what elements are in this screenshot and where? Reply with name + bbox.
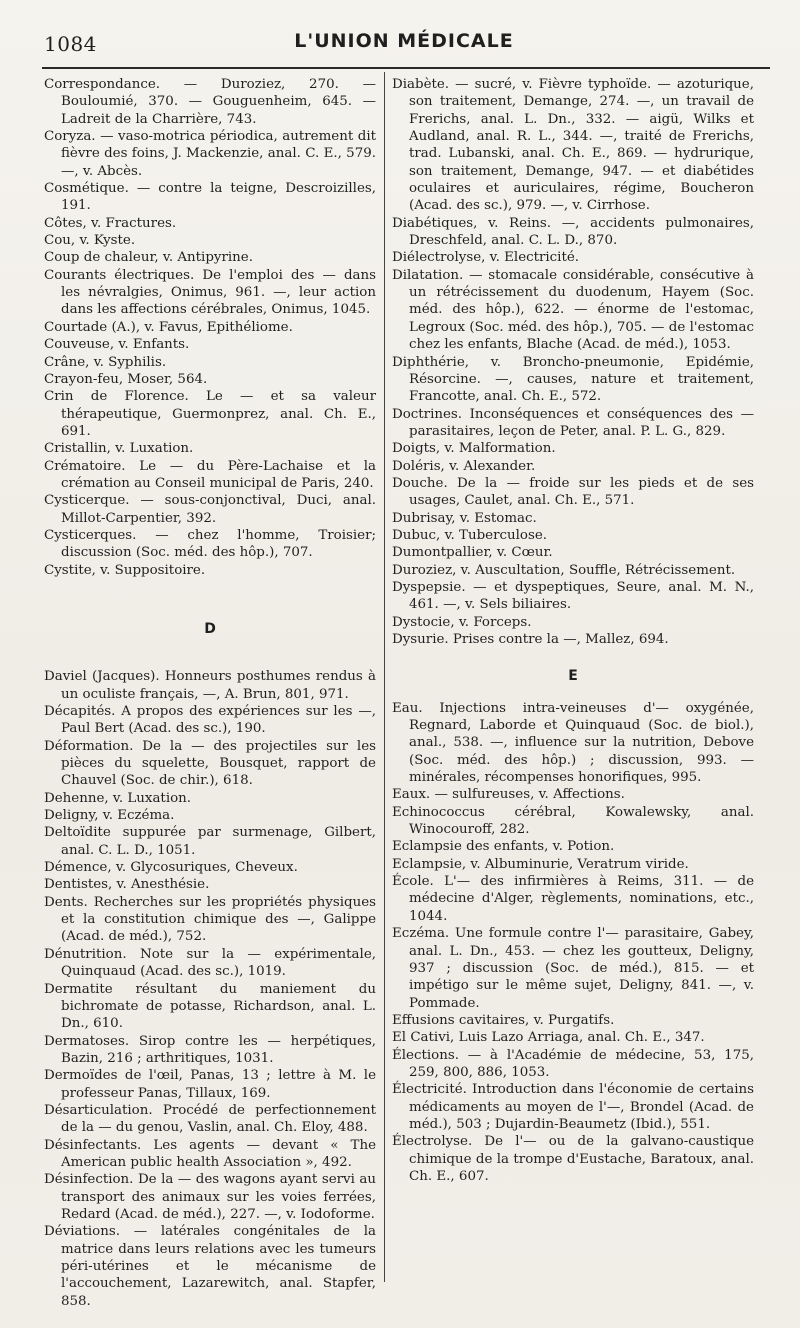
index-entry: Dermoïdes de l'œil, Panas, 13 ; lettre à M. le professeur Panas, Tillaux, 169. [44, 1068, 376, 1101]
index-entry: Courants électriques. De l'emploi des — dans les névralgies, Onimus, 961. —, leur action dans les affections cérébrales, Onimus, 1045. [44, 267, 376, 318]
index-entry: Doigts, v. Malformation. [392, 441, 556, 457]
index-entry: Désarticulation. Procédé de perfectionnement de la — du genou, Vaslin, anal. Ch. Eloy, 488. [44, 1102, 376, 1136]
index-entry: Côtes, v. Fractures. [44, 215, 177, 231]
running-title: L'UNION MÉDICALE [294, 30, 514, 52]
index-entry: Cristallin, v. Luxation. [44, 441, 194, 457]
index-entry: Dysurie. Prises contre la —, Mallez, 694. [392, 632, 669, 647]
index-entry: Dumontpallier, v. Cœur. [392, 545, 553, 561]
index-entry: Cou, v. Kyste. [44, 233, 136, 249]
index-entry: Décapités. A propos des expériences sur les —, Paul Bert (Acad. des sc.), 190. [44, 704, 376, 737]
left-entries-d [44, 668, 376, 1310]
index-entry: Dubrisay, v. Estomac. [392, 510, 537, 526]
index-entry: Eau. Injections intra-veineuses d'— oxygénée, Regnard, Laborde et Quinquaud (Soc. de biol.), anal., 538. —, influence sur la nutrition, Debove (Soc. méd. des hôp.) ; discussion, 993. — minérales, récompenses honorifiques, 995. [392, 700, 754, 786]
index-entry: Déformation. De la — des projectiles sur les pièces du squelette, Bousquet, rapport de Chauvel (Soc. de chir.), 618. [44, 738, 376, 789]
right-column [392, 76, 754, 1185]
index-entry: Démence, v. Glycosuriques, Cheveux. [44, 860, 298, 876]
left-column [44, 76, 376, 1310]
index-entry: Daviel (Jacques). Honneurs posthumes rendus à un oculiste français, —, A. Brun, 801, 971. [44, 669, 376, 702]
index-entry: Dentistes, v. Anesthésie. [44, 877, 210, 893]
page-header [38, 26, 770, 66]
index-entry: Echinococcus cérébral, Kowalewsky, anal. Winocouroff, 282. [392, 804, 754, 838]
index-entry: Dystocie, v. Forceps. [392, 614, 532, 630]
index-entry: Dubuc, v. Tuberculose. [392, 527, 548, 543]
index-entry: Coryza. — vaso-motrica périodica, autrement dit fièvre des foins, J. Mackenzie, anal. C. E., 579. —, v. Abcès. [44, 129, 376, 179]
header-rule [42, 67, 770, 69]
right-entries-d [392, 76, 754, 648]
index-entry: Élections. — à l'Académie de médecine, 53, 175, 259, 800, 886, 1053. [392, 1047, 754, 1080]
index-entry: Deligny, v. Eczéma. [44, 808, 175, 824]
index-entry: Correspondance. — Duroziez, 270. — Bouloumié, 370. — Gouguenheim, 645. — Ladreit de la Charrière, 743. [44, 77, 376, 127]
index-entry: Eclampsie, v. Albuminurie, Veratrum viride. [392, 856, 689, 872]
index-entry: Coup de chaleur, v. Antipyrine. [44, 250, 253, 266]
index-entry: Doctrines. Inconséquences et conséquences des — parasitaires, leçon de Peter, anal. P. L. G., 829. [392, 406, 754, 439]
index-entry: Cysticerques. — chez l'homme, Troisier; discussion (Soc. méd. des hôp.), 707. [44, 527, 376, 561]
right-entries-e [392, 700, 754, 1186]
index-entry: Dyspepsie. — et dyspeptiques, Seure, anal. M. N., 461. —, v. Sels biliaires. [392, 579, 754, 613]
index-entry: Couveuse, v. Enfants. [44, 337, 190, 353]
left-entries-c [44, 76, 376, 579]
page-number: 1084 [44, 32, 97, 56]
index-entry: Crématoire. Le — du Père-Lachaise et la crémation au Conseil municipal de Paris, 240. [44, 458, 376, 491]
index-entry: Électrolyse. De l'— ou de la galvano-caustique chimique de la trompe d'Eustache, Baratoux, anal. Ch. E., 607. [392, 1134, 754, 1184]
index-entry: Eczéma. Une formule contre l'— parasitaire, Gabey, anal. L. Dn., 453. — chez les goutteux, Deligny, 937 ; discussion (Soc. de méd.), 815. — et impétigo sur le même sujet, Deligny, 841. —, v. Pommade. [392, 926, 754, 1011]
column-divider [384, 72, 385, 1282]
index-entry: Duroziez, v. Auscultation, Souffle, Rétrécissement. [392, 562, 736, 578]
index-entry: Deltoïdite suppurée par surmenage, Gilbert, anal. C. L. D., 1051. [44, 825, 376, 858]
index-entry: Effusions cavitaires, v. Purgatifs. [392, 1012, 615, 1028]
index-entry: Courtade (A.), v. Favus, Epithéliome. [44, 319, 293, 335]
index-entry: Cystite, v. Suppositoire. [44, 562, 206, 578]
index-entry: Dents. Recherches sur les propriétés physiques et la constitution chimique des —, Galippe (Acad. de méd.), 752. [44, 894, 376, 945]
index-entry: Dermatite résultant du maniement du bichromate de potasse, Richardson, anal. L. Dn., 610. [44, 981, 376, 1032]
index-entry: Crin de Florence. Le — et sa valeur thérapeutique, Guermonprez, anal. Ch. E., 691. [44, 389, 376, 439]
index-entry: Dilatation. — stomacale considérable, consécutive à un rétrécissement du duodenum, Hayem (Soc. méd. des hôp.), 622. — énorme de l'estomac, Legroux (Soc. méd. des hôp.), 705. — de l'estomac chez les enfants, Blache (Acad. de méd.), 1053. [392, 267, 754, 353]
index-entry: Cosmétique. — contre la teigne, Descroizilles, 191. [44, 181, 376, 214]
index-entry: Diabète. — sucré, v. Fièvre typhoïde. — azoturique, son traitement, Demange, 274. —, un travail de Frerichs, anal. L. Dn., 332. — aigü, Wilks et Audland, anal. R. L., 344. —, traité de Frerichs, trad. Lubanski, anal. Ch. E., 869. — hydrurique, son traitement, Demange, 947. — et diabétides oculaires et auriculaires, régime, Boucheron (Acad. des sc.), 979. —, v. Cirrhose. [392, 77, 754, 214]
index-entry: El Cativi, Luis Lazo Arriaga, anal. Ch. E., 347. [392, 1030, 705, 1046]
index-entry: Doléris, v. Alexander. [392, 458, 536, 474]
index-entry: Crayon-feu, Moser, 564. [44, 371, 208, 387]
index-entry: Diélectrolyse, v. Electricité. [392, 250, 580, 266]
index-entry: Électricité. Introduction dans l'économie de certains médicaments au moyen de l'—, Brondel (Acad. de méd.), 503 ; Dujardin-Beaumetz (Ibid.), 551. [392, 1082, 754, 1132]
index-entry: Dehenne, v. Luxation. [44, 790, 192, 806]
index-entry: Diphthérie, v. Broncho-pneumonie, Epidémie, Résorcine. —, causes, nature et traitement, Francotte, anal. Ch. E., 572. [392, 354, 754, 405]
index-entry: Diabétiques, v. Reins. —, accidents pulmonaires, Dreschfeld, anal. C. L. D., 870. [392, 215, 754, 249]
section-letter-d: D [204, 620, 216, 637]
index-entry: Désinfection. De la — des wagons ayant servi au transport des animaux sur les voies ferrées, Redard (Acad. de méd.), 227. —, v. Iodoforme. [44, 1172, 376, 1222]
index-entry: École. L'— des infirmières à Reims, 311. — de médecine d'Alger, règlements, nominations, etc., 1044. [392, 874, 754, 924]
index-entry: Désinfectants. Les agents — devant « The American public health Association », 492. [44, 1137, 376, 1170]
index-entry: Cysticerque. — sous-conjonctival, Duci, anal. Millot-Carpentier, 392. [44, 493, 376, 526]
index-entry: Eclampsie des enfants, v. Potion. [392, 839, 615, 855]
index-entry: Crâne, v. Syphilis. [44, 354, 167, 370]
index-entry: Dénutrition. Note sur la — expérimentale, Quinquaud (Acad. des sc.), 1019. [44, 946, 376, 980]
index-entry: Eaux. — sulfureuses, v. Affections. [392, 787, 625, 803]
index-entry: Douche. De la — froide sur les pieds et de ses usages, Caulet, anal. Ch. E., 571. [392, 475, 754, 509]
section-letter-e: E [568, 668, 578, 685]
index-entry: Déviations. — latérales congénitales de la matrice dans leurs relations avec les tumeurs péri-utérines et le mécanisme de l'accouchement, Lazarewitch, anal. Stapfer, 858. [44, 1224, 376, 1309]
index-entry: Dermatoses. Sirop contre les — herpétiques, Bazin, 216 ; arthritiques, 1031. [44, 1033, 376, 1066]
